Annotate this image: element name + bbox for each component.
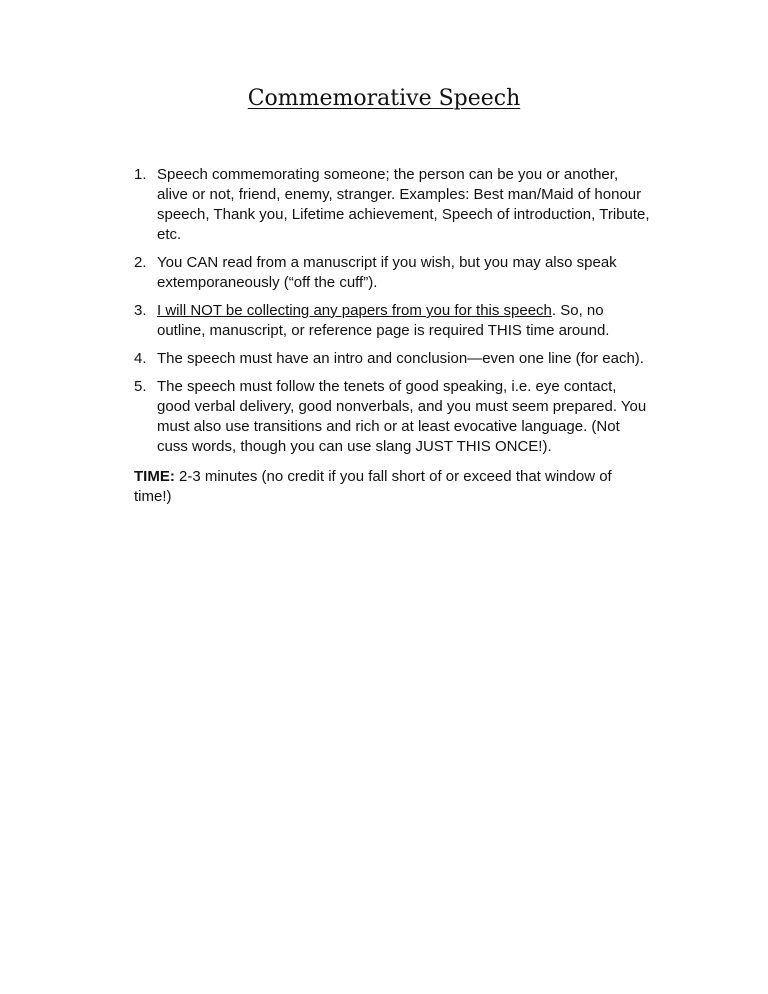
underlined-statement: I will NOT be collecting any papers from you for this speech <box>157 302 552 319</box>
list-item <box>134 349 734 369</box>
item-number: 5. <box>134 378 147 395</box>
item-line: Speech commemorating someone; the person can be you or another, <box>157 166 619 183</box>
item-text: . So, no <box>551 302 604 319</box>
time-line <box>134 467 612 487</box>
item-number: 3. <box>134 302 147 319</box>
item-line: etc. <box>157 226 182 243</box>
item-line: You CAN read from a manuscript if you wish, but you may also speak <box>157 254 617 271</box>
item-line: alive or not, friend, enemy, stranger. Examples: Best man/Maid of honour <box>157 186 642 203</box>
item-line: extemporaneously (“off the cuff”). <box>157 274 378 291</box>
list-item <box>134 301 734 341</box>
requirements-list <box>134 165 734 465</box>
item-line: speech, Thank you, Lifetime achievement, Speech of introduction, Tribute, <box>157 206 650 223</box>
page-title <box>0 86 768 111</box>
item-line: The speech must have an intro and conclusion—even one line (for each). <box>157 350 644 367</box>
item-line: The speech must follow the tenets of good speaking, i.e. eye contact, <box>157 378 617 395</box>
title-text: Commemorative Speech <box>247 86 521 111</box>
item-line: good verbal delivery, good nonverbals, and you must seem prepared. You <box>157 398 647 415</box>
list-item <box>134 165 734 245</box>
item-line: outline, manuscript, or reference page is required THIS time around. <box>157 322 610 339</box>
list-item <box>134 377 734 457</box>
item-line: must also use transitions and rich or at least evocative language. (Not <box>157 418 620 435</box>
time-line: time!) <box>134 488 172 505</box>
time-text: 2-3 minutes (no credit if you fall short of or exceed that window of <box>174 468 612 485</box>
time-requirement <box>134 467 612 507</box>
item-line: cuss words, though you can use slang JUST THIS ONCE!). <box>157 438 552 455</box>
list-item <box>134 253 734 293</box>
item-line <box>157 301 734 321</box>
item-number: 1. <box>134 166 147 183</box>
item-number: 2. <box>134 254 147 271</box>
time-label: TIME: <box>134 468 175 485</box>
item-number: 4. <box>134 350 147 367</box>
